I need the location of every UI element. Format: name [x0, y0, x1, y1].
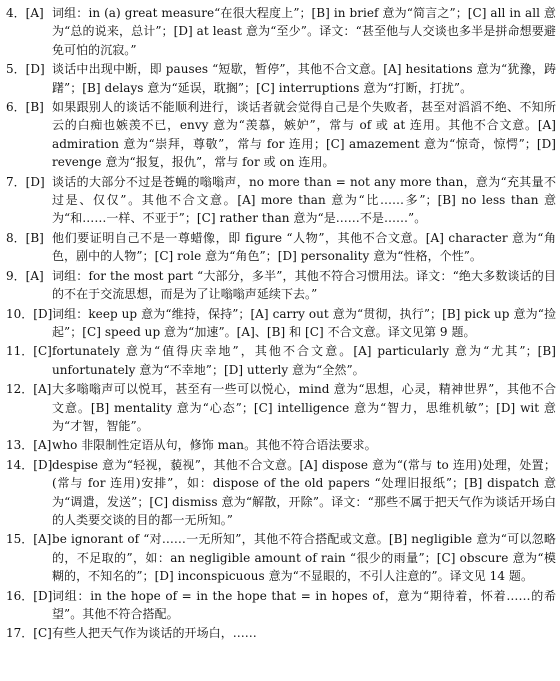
entry-number: 7．[D]	[6, 174, 45, 189]
entry-number: 6．[B]	[6, 100, 44, 115]
entry-number: 16．[D]	[6, 588, 53, 603]
entry-explanation: be ignorant of “对……一无所知”，其他不符合搭配或文意。[B] negligible 意为“可以忽略的，不足取的”，如：an negligible amount of rain “很少的雨量”；[C] obscure 意为“模糊的，不知名的”；[D] inconspicuous 意为“不显眼的，不引人注意的”。译文见 14 题。	[52, 532, 556, 584]
entry-number: 14．[D]	[6, 457, 53, 472]
entry-explanation: fortunately 意为“值得庆幸地”，其他不合文意。[A] particularly 意为“尤其”；[B] unfortunately 意为“不幸地”；[D] utterly 意为“全然”。	[52, 344, 556, 377]
entry-explanation: 谈话的大部分不过是苍蝇的嗡嗡声，no more than = not any more than，意为“充其量不过是、仅仅”。其他不合文意。[A] more than 意为“比……多”；[B] no less than 意为“和……一样、不亚于”；[C] rather than 意为“是……不是……”。	[52, 174, 556, 226]
entry-explanation: 他们要证明自己不是一尊蜡像，即 figure “人物”，其他不合文意。[A] character 意为“角色，剧中的人物”；[C] role 意为“角色”；[D] personality 意为“性格，个性”。	[52, 230, 556, 264]
entry-number: 8．[B]	[6, 230, 44, 245]
answer-entry-15	[6, 530, 556, 585]
entry-number: 5．[D]	[6, 62, 45, 77]
entry-explanation: 词组：in (a) great measure“在很大程度上”；[B] in brief 意为“简言之”；[C] all in all 意为“总的说来，总计”；[D] at least 意为“至少”。译文：“甚至他与人交谈也多半是拼命想要避免可怕的沉寂。”	[52, 6, 556, 57]
answer-entry-5	[6, 60, 556, 97]
answer-entry-12	[6, 380, 556, 435]
answer-entry-11	[6, 342, 556, 379]
entry-number: 9．[A]	[6, 268, 44, 283]
entry-explanation: 如果跟别人的谈话不能顺利进行，谈话者就会觉得自己是个失败者，甚至对滔滔不绝、不知所云的白痴也嫉羡不已，envy 意为“羡慕，嫉妒”，常与 of 或 at 连用。其他不合文意。[A] admiration 意为“崇拜，尊敬”，常与 for 连用；[C] amazement 意为“惊奇，惊愕”；[D] revenge 意为“报复，报仇”，常与 for 或 on 连用。	[52, 100, 556, 170]
entry-explanation: who 非限制性定语从句，修饰 man。其他不符合语法要求。	[52, 438, 377, 453]
entry-number: 12．[A]	[6, 382, 52, 397]
entry-explanation: 词组：for the most part “大部分，多半”，其他不符合习惯用法。译文：“绝大多数谈话的目的不在于交流思想，而是为了让嗡嗡声延续下去。”	[52, 268, 556, 302]
answer-entry-16	[6, 587, 556, 624]
answer-entry-6	[6, 98, 556, 172]
entry-number: 17．[C]	[6, 626, 52, 641]
answer-entry-7	[6, 173, 556, 228]
answer-entry-13	[6, 436, 556, 454]
entry-number: 11．[C]	[6, 344, 52, 359]
entry-explanation: 词组：in the hope of = in the hope that = in hopes of，意为“期待着，怀着……的希望”。其他不符合搭配。	[52, 588, 556, 621]
entry-number: 13．[A]	[6, 438, 52, 453]
entry-explanation: 词组：keep up 意为“维持，保持”；[A] carry out 意为“贯彻，执行”；[B] pick up 意为“捡起”；[C] speed up 意为“加速”。[A]、[B] 和 [C] 不合文意。译文见第 9 题。	[52, 306, 556, 339]
entry-number: 4．[A]	[6, 6, 44, 20]
answer-entry-14	[6, 456, 556, 530]
answer-entry-10	[6, 305, 556, 342]
entry-explanation: despise 意为“轻视，藐视”，其他不合文意。[A] dispose 意为“(常与 to 连用)处理，处置；(常与 for 连用)安排”，如：dispose of the old papers “处理旧报纸”；[B] dispatch 意为“调遣，发送”；[C] dismiss 意为“解散，开除”。译文：“那些不属于把天气作为谈话开场白的人类要交谈的目的都一无所知。”	[52, 457, 556, 527]
answer-entry-8	[6, 229, 556, 266]
answer-entry-9	[6, 267, 556, 304]
entry-number: 15．[A]	[6, 532, 52, 547]
entry-explanation: 大多嗡嗡声可以悦耳，甚至有一些可以悦心，mind 意为“思想，心灵，精神世界”，其他不合文意。[B] mentality 意为“心态”；[C] intelligence 意为“智力，思维机敏”；[D] wit 意为“才智，智能”。	[52, 382, 556, 433]
entry-explanation: 有些人把天气作为谈话的开场白，……	[52, 626, 257, 641]
entry-explanation: 谈话中出现中断，即 pauses “短歇，暂停”，其他不合文意。[A] hesitations 意为“犹豫，踌躇”；[B] delays 意为“延误，耽搁”；[C] interruptions 意为“打断，打扰”。	[52, 62, 556, 95]
answer-entry-17-partial	[6, 624, 556, 641]
answer-entry-4	[6, 4, 556, 59]
entry-number: 10．[D]	[6, 306, 53, 321]
